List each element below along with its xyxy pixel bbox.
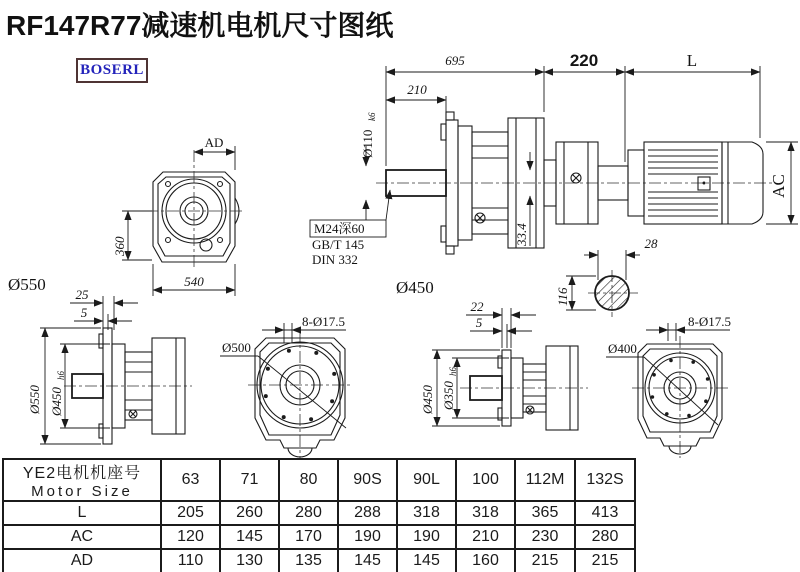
dim-540 (153, 264, 235, 296)
motor-size-header-en: Motor Size (31, 483, 133, 500)
dim-AD-label: AD (204, 135, 224, 150)
size-col-header: 90S (338, 459, 397, 501)
shaft-dia-label: Ø110 (360, 129, 375, 158)
dim-5-label: 5 (80, 305, 88, 320)
table-cell: 110 (161, 549, 220, 572)
dim-360 (112, 211, 152, 260)
label-dia-450: Ø450 (396, 278, 434, 297)
output-side-view-small (420, 299, 588, 430)
row-label: L (3, 501, 161, 525)
dim-shaft-dia (360, 112, 377, 220)
dim-220-label: 220 (569, 51, 599, 70)
dim-350-spigot-label: Ø350 (441, 381, 456, 410)
dim-450-spigot-label: Ø450 (49, 387, 64, 416)
dim-bcd-400-label: Ø400 (608, 341, 637, 356)
size-col-header: 63 (161, 459, 220, 501)
dim-25-5 (70, 287, 138, 330)
dim-450-spigot-tol: h6 (56, 371, 66, 380)
dim-22-label: 22 (470, 299, 484, 314)
table-cell: 160 (456, 549, 515, 572)
tap-standard-din: DIN 332 (312, 252, 358, 267)
table-header-row (3, 459, 635, 501)
size-col-header: 112M (515, 459, 575, 501)
table-cell: 215 (515, 549, 575, 572)
table-cell: 205 (161, 501, 220, 525)
size-col-header: 71 (220, 459, 279, 501)
dim-28-label: 28 (644, 236, 658, 251)
output-flange-view-small (606, 314, 731, 458)
dim-holes-2 (646, 314, 731, 341)
motor-shaft-section (555, 236, 658, 317)
bolt-icon (129, 410, 137, 418)
boserl-logo: BOSERL (76, 58, 148, 83)
output-side-view-large (27, 287, 192, 444)
dim-33-4-label: 33.4 (514, 223, 529, 246)
dim-AC-label: AC (769, 174, 788, 198)
dim-holes-1 (262, 314, 346, 343)
dim-AC (766, 142, 798, 224)
table-cell: 318 (397, 501, 456, 525)
reducer-front-view (8, 135, 242, 296)
output-flange-view-large (220, 278, 434, 458)
table-cell: 215 (575, 549, 635, 572)
table-row-AC (3, 525, 635, 549)
motor-size-header-cn: YE2电机机座号 (22, 465, 142, 482)
size-col-header: 90L (397, 459, 456, 501)
bolt-icon (475, 213, 485, 223)
size-col-header: 100 (456, 459, 515, 501)
bolt-icon (526, 406, 534, 414)
table-cell: 190 (397, 525, 456, 549)
table-cell: 413 (575, 501, 635, 525)
shaft-dia-tolerance: k6 (367, 112, 377, 121)
dim-5-label-2: 5 (475, 315, 483, 330)
dim-540-label: 540 (184, 274, 204, 289)
row-label: AC (3, 525, 161, 549)
table-cell: 190 (338, 525, 397, 549)
dim-210-label: 210 (407, 82, 427, 97)
table-cell: 318 (456, 501, 515, 525)
table-cell: 170 (279, 525, 338, 549)
dim-AD (194, 135, 235, 170)
dim-bcd-500 (220, 340, 346, 428)
table-cell: 210 (456, 525, 515, 549)
table-cell: 130 (220, 549, 279, 572)
dim-bcd-500-label: Ø500 (222, 340, 251, 355)
table-cell: 120 (161, 525, 220, 549)
motor-size-header (3, 459, 161, 501)
table-cell: 280 (575, 525, 635, 549)
dim-695-label: 695 (445, 53, 465, 68)
tap-size-label: M24深60 (314, 221, 365, 236)
row-label: AD (3, 549, 161, 572)
table-cell: 145 (338, 549, 397, 572)
dim-360-label: 360 (112, 236, 127, 256)
dim-116-label: 116 (555, 287, 570, 306)
table-cell: 145 (220, 525, 279, 549)
table-row-L (3, 501, 635, 525)
dim-L-label: L (686, 51, 698, 70)
dim-350-spigot-tol: h6 (448, 367, 458, 376)
bolt-icon (571, 173, 581, 183)
page-title: RF147R77减速机电机尺寸图纸 (6, 10, 394, 41)
dim-holes-2-label: 8-Ø17.5 (688, 314, 731, 329)
dim-28 (584, 236, 658, 280)
dim-bcd-400 (606, 341, 718, 425)
size-col-header: 132S (575, 459, 635, 501)
label-dia-550: Ø550 (8, 275, 46, 294)
dim-450-od-label: Ø450 (420, 385, 435, 414)
tap-note (310, 190, 390, 267)
dim-210 (386, 82, 446, 118)
dim-695 (386, 53, 544, 166)
size-col-header: 80 (279, 459, 338, 501)
dim-25-label: 25 (75, 287, 89, 302)
table-cell: 365 (515, 501, 575, 525)
motor-size-table (2, 458, 636, 572)
tap-standard-gb: GB/T 145 (312, 237, 365, 252)
assembly-side-view (310, 51, 798, 267)
dim-22-5 (466, 299, 536, 348)
table-cell: 288 (338, 501, 397, 525)
table-cell: 230 (515, 525, 575, 549)
table-cell: 145 (397, 549, 456, 572)
table-cell: 280 (279, 501, 338, 525)
dim-550-od-label: Ø550 (27, 385, 42, 414)
table-row-AD (3, 549, 635, 572)
dim-L (625, 51, 760, 138)
table-cell: 260 (220, 501, 279, 525)
table-cell: 135 (279, 549, 338, 572)
dim-holes-1-label: 8-Ø17.5 (302, 314, 345, 329)
